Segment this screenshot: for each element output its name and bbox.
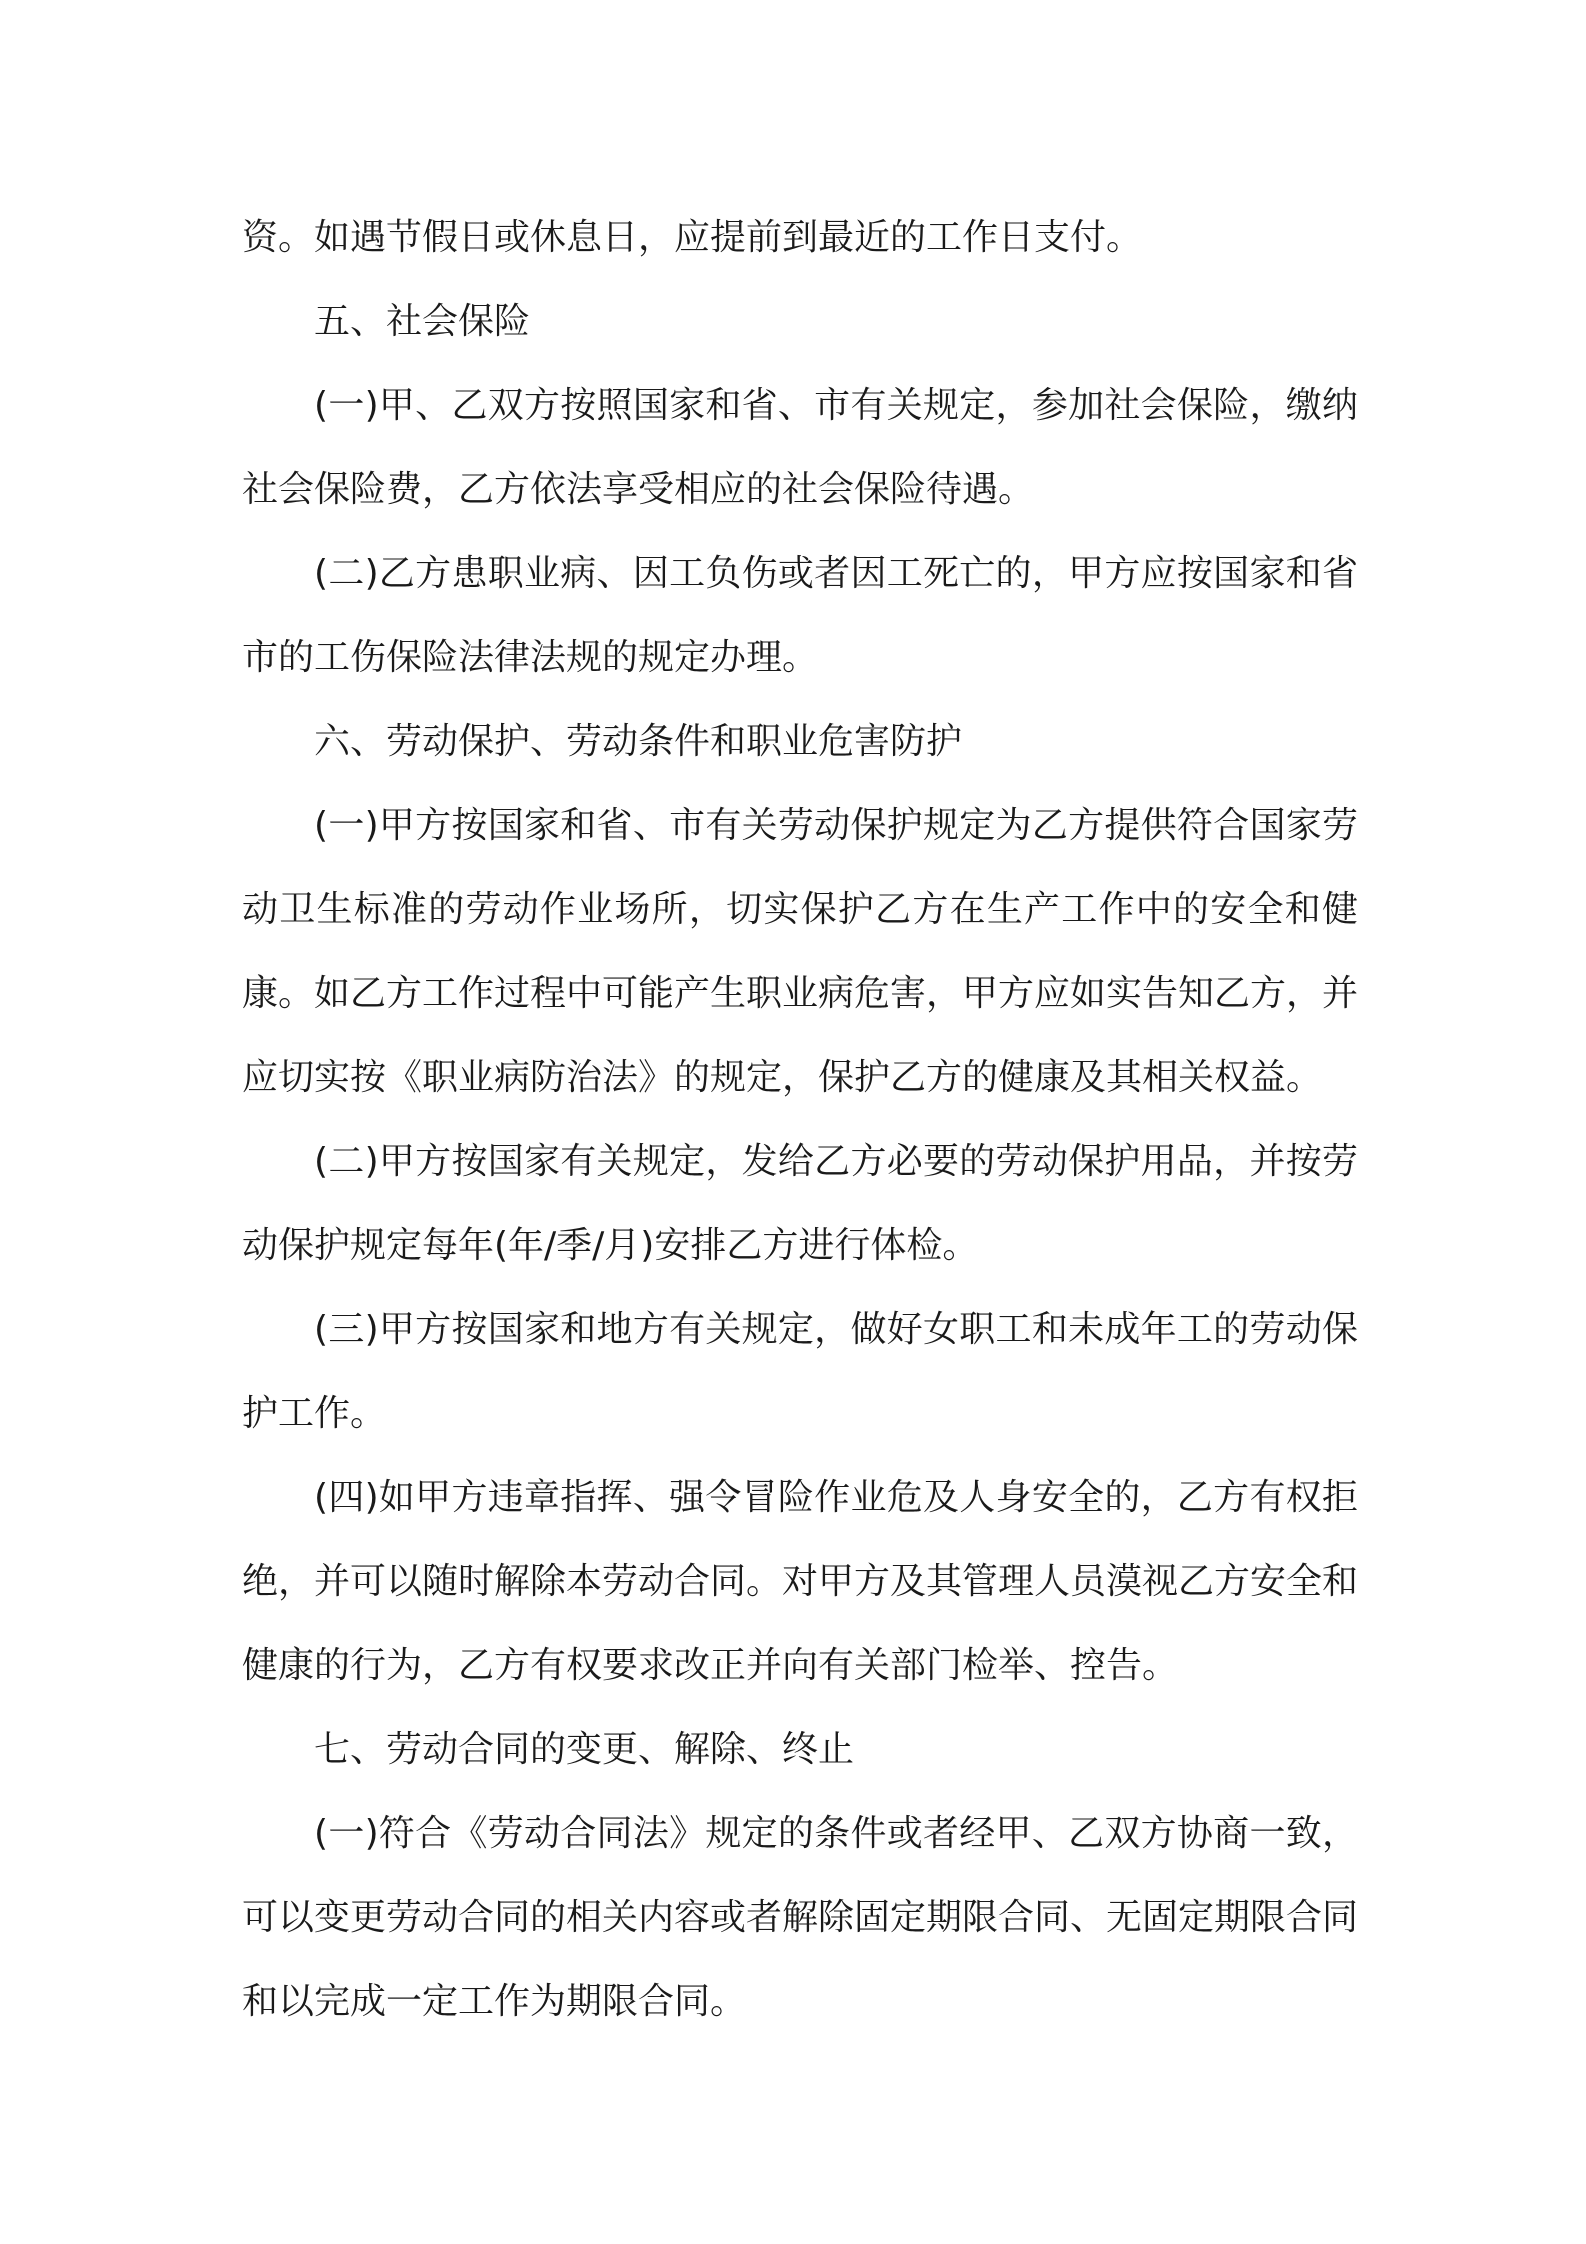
heading-labor-protection: 六、劳动保护、劳动条件和职业危害防护 xyxy=(314,721,963,762)
paragraph-6-2: (二)甲方按国家有关规定，发给乙方必要的劳动保护用品，并按劳动保护规定每年(年/季/月)安排乙方进行体检。 xyxy=(242,1141,1358,1266)
document-body xyxy=(242,196,1358,2044)
paragraph-7-1: (一)符合《劳动合同法》规定的条件或者经甲、乙双方协商一致，可以变更劳动合同的相关内容或者解除固定期限合同、无固定期限合同和以完成一定工作为期限合同。 xyxy=(242,1813,1359,2022)
paragraph-6-4: (四)如甲方违章指挥、强令冒险作业危及人身安全的，乙方有权拒绝，并可以随时解除本劳动合同。对甲方及其管理人员漠视乙方安全和健康的行为，乙方有权要求改正并向有关部门检举、控告。 xyxy=(242,1477,1359,1686)
heading-social-insurance: 五、社会保险 xyxy=(314,301,531,342)
paragraph-5-1: (一)甲、乙双方按照国家和省、市有关规定，参加社会保险，缴纳社会保险费，乙方依法享受相应的社会保险待遇。 xyxy=(242,385,1358,510)
paragraph-6-1: (一)甲方按国家和省、市有关劳动保护规定为乙方提供符合国家劳动卫生标准的劳动作业场所，切实保护乙方在生产工作中的安全和健康。如乙方工作过程中可能产生职业病危害，甲方应如实告知乙方，并应切实按《职业病防治法》的规定，保护乙方的健康及其相关权益。 xyxy=(242,805,1359,1098)
paragraph-continuation: 资。如遇节假日或休息日，应提前到最近的工作日支付。 xyxy=(242,217,1143,258)
heading-contract-change: 七、劳动合同的变更、解除、终止 xyxy=(314,1729,855,1770)
paragraph-5-2: (二)乙方患职业病、因工负伤或者因工死亡的，甲方应按国家和省市的工伤保险法律法规的规定办理。 xyxy=(242,553,1358,678)
paragraph-6-3: (三)甲方按国家和地方有关规定，做好女职工和未成年工的劳动保护工作。 xyxy=(242,1309,1358,1434)
